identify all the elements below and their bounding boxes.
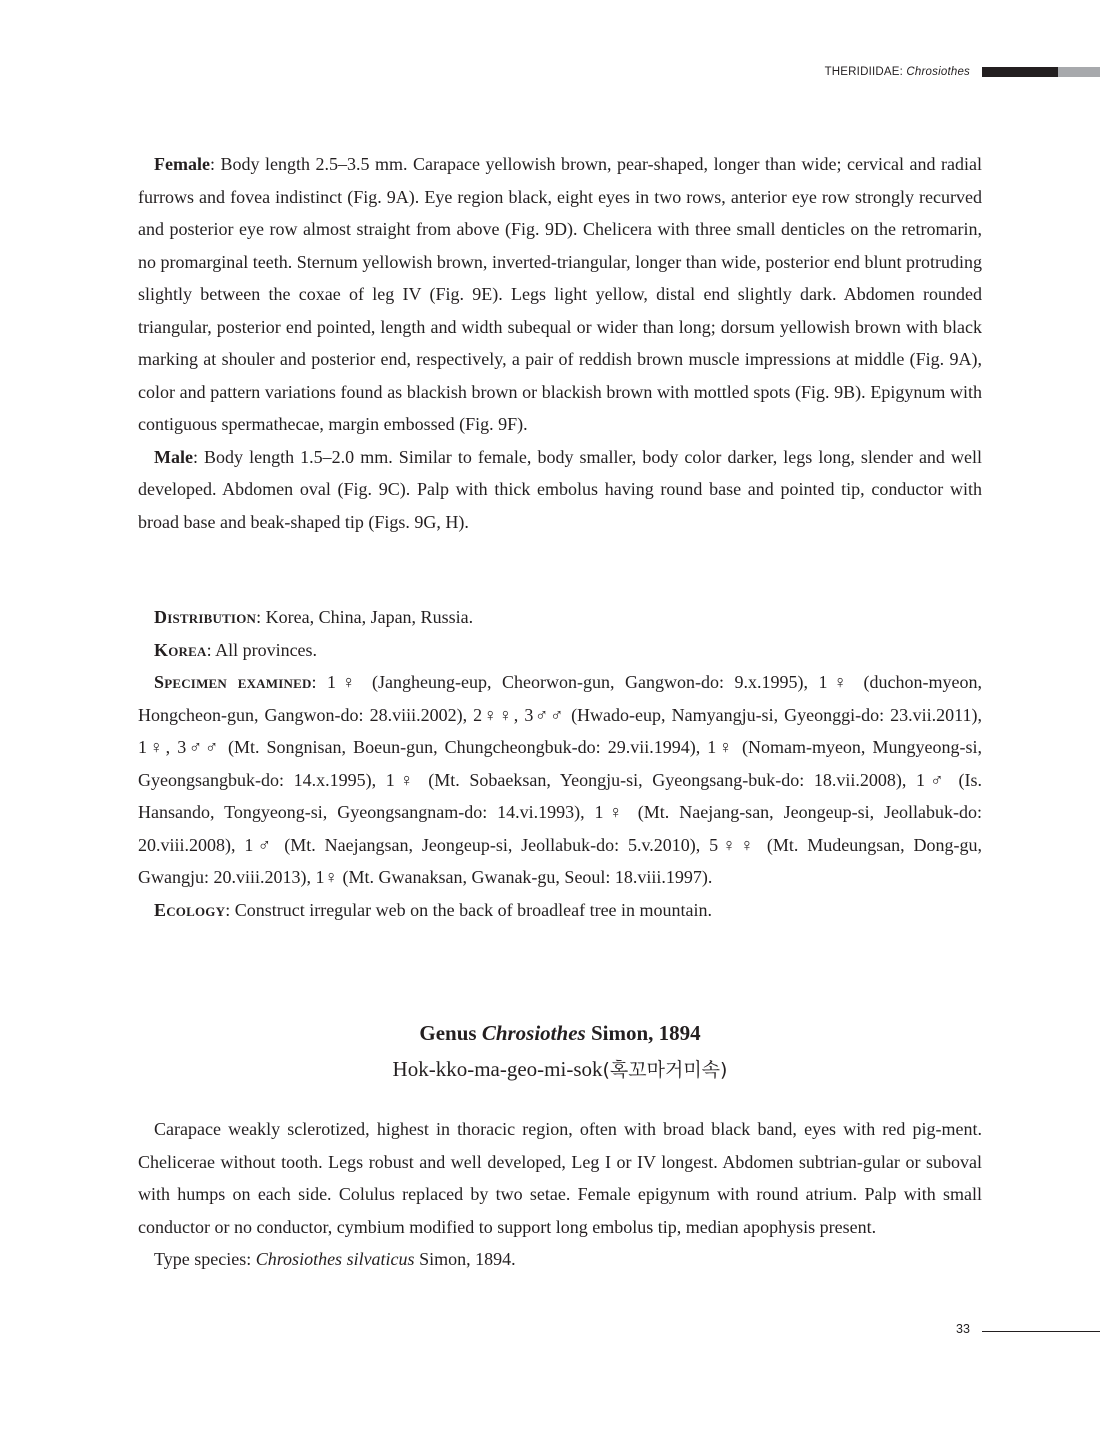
female-paragraph — [138, 148, 982, 441]
genus-description: Carapace weakly sclerotized, highest in thoracic region, often with broad black band, eyes with red pig-ment. Chelicerae without tooth. Legs robust and well developed, Leg I or IV longest. Abdomen subtrian-gular or suboval with humps on each side. Colulus replaced by two setae. Female epigynum with round atrium. Palp with small conductor or no conductor, cymbium modified to support long embolus tip, median apophysis present. — [138, 1119, 982, 1237]
type-species-name: Chrosiothes silvaticus — [255, 1249, 415, 1269]
ecology-label: Ecology — [154, 899, 226, 920]
genus-prefix: Genus — [419, 1021, 477, 1045]
running-head-text — [825, 66, 970, 78]
header-bar-dark — [982, 67, 1058, 77]
korea-text: : All provinces. — [206, 639, 318, 660]
genus-romanized: Hok-kko-ma-geo-mi-sok — [392, 1057, 603, 1081]
genus-author: Simon, 1894 — [590, 1021, 701, 1045]
header-bar-grey — [1058, 67, 1100, 77]
distribution-section — [138, 601, 982, 926]
ecology-paragraph — [138, 894, 982, 927]
genus-korean: (혹꼬마거미속) — [602, 1059, 728, 1081]
page-number-rule — [982, 1331, 1100, 1332]
distribution-text: : Korea, China, Japan, Russia. — [256, 607, 474, 627]
genus-heading — [138, 1016, 982, 1050]
specimen-label: Specimen examined — [154, 672, 312, 692]
genus-subheading — [138, 1052, 982, 1087]
specimen-text: : 1♀ (Jangheung-eup, Cheorwon-gun, Gangwon-do: 9.x.1995), 1♀ (duchon-myeon, Hongcheon-gun, Gangwon-do: 28.viii.2002), 2♀♀, 3♂♂ (Hwado-eup, Namyangju-si, Gyeonggi-do: 23.vii.2011), 1♀, 3♂♂ (Mt. Songnisan, Boeun-gun, Chungcheongbuk-do: 29.vii.1994), 1♀ (Nomam-myeon, Mungyeong-si, Gyeongsangbuk-do: 14.x.1995), 1♀ (Mt. Sobaeksan, Yeongju-si, Gyeongsang-buk-do: 18.vii.2008), 1♂ (Is. Hansando, Tongyeong-si, Gyeongsangnam-do: 14.vi.1993), 1♀ (Mt. Naejang-san, Jeongeup-si, Jeollabuk-do: 20.viii.2008), 1♂ (Mt. Naejangsan, Jeongeup-si, Jeollabuk-do: 5.v.2010), 5♀♀ (Mt. Mudeungsan, Dong-gu, Gwangju: 20.viii.2013), 1♀ (Mt. Gwanaksan, Gwanak-gu, Seoul: 18.viii.1997). — [138, 672, 982, 887]
korea-label: Korea — [154, 639, 207, 660]
running-head-family: THERIDIIDAE: — [824, 66, 904, 78]
species-description — [138, 148, 982, 538]
type-species-label: Type species: — [154, 1249, 256, 1269]
ecology-text: : Construct irregular web on the back of broadleaf tree in mountain. — [225, 899, 713, 920]
type-species-paragraph — [138, 1243, 982, 1276]
male-text: : Body length 1.5–2.0 mm. Similar to female, body smaller, body color darker, legs long, slender and well developed. Abdomen oval (Fig. 9C). Palp with thick embolus having round base and pointed tip, conductor with broad base and beak-shaped tip (Figs. 9G, H). — [138, 446, 982, 532]
running-head — [825, 66, 1100, 78]
page-number: 33 — [956, 1322, 970, 1336]
distribution-paragraph — [138, 601, 982, 634]
genus-name: Chrosiothes — [481, 1021, 586, 1045]
female-text: : Body length 2.5–3.5 mm. Carapace yellowish brown, pear-shaped, longer than wide; cervical and radial furrows and fovea indistinct (Fig. 9A). Eye region black, eight eyes in two rows, anterior eye row strongly recurved and posterior eye row almost straight from above (Fig. 9D). Chelicera with three small denticles on the retromarin, no promarginal teeth. Sternum yellowish brown, inverted-triangular, longer than wide, posterior end blunt protruding slightly between the coxae of leg IV (Fig. 9E). Legs light yellow, distal end slightly dark. Abdomen rounded triangular, posterior end pointed, length and width subequal or wider than long; dorsum yellowish brown with black marking at shouler and posterior end, respectively, a pair of reddish brown muscle impressions at middle (Fig. 9A), color and pattern variations found as blackish brown or blackish brown with mottled spots (Fig. 9B). Epigynum with contiguous spermathecae, margin embossed (Fig. 9F). — [138, 154, 982, 434]
specimen-paragraph — [138, 666, 982, 894]
male-paragraph — [138, 441, 982, 539]
distribution-label: Distribution — [154, 607, 257, 627]
female-label: Female — [154, 154, 210, 174]
running-head-genus: Chrosiothes — [906, 66, 970, 78]
genus-description-section — [138, 1113, 982, 1276]
korea-paragraph — [138, 634, 982, 667]
type-species-author: Simon, 1894. — [414, 1249, 516, 1269]
male-label: Male — [154, 446, 193, 467]
